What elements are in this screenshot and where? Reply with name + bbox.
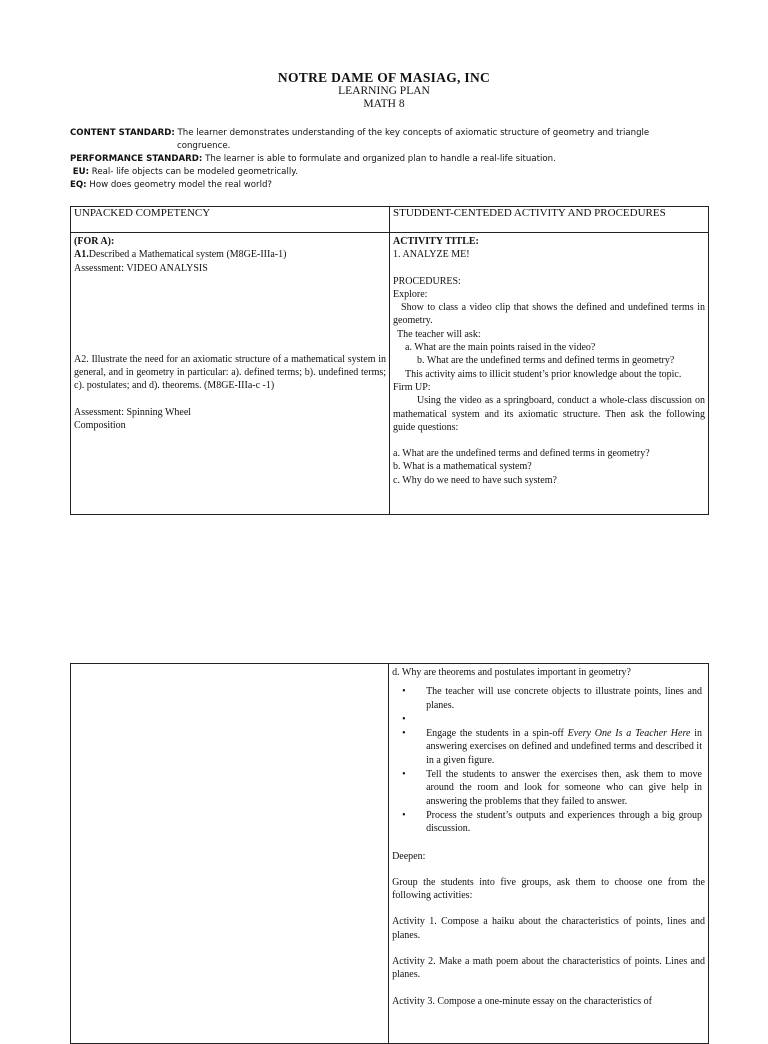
bullet-icon: • xyxy=(402,809,406,821)
performance-standard-label: PERFORMANCE STANDARD: xyxy=(70,154,203,164)
question-a: a. What are the main points raised in the video? xyxy=(405,342,596,354)
a2-assessment: Assessment: Spinning Wheel xyxy=(74,406,192,418)
activity-cell-continued xyxy=(389,664,709,1044)
eq-label: EQ: xyxy=(70,180,87,190)
bullet-icon: • xyxy=(402,769,406,781)
table-header-row xyxy=(71,207,709,233)
performance-standard xyxy=(70,153,556,166)
a2-competency: A2. Illustrate the need for an axiomatic structure of a mathematical system in general, and in geometry in particular: a). defined terms; b). undefined terms; c). postulates; and d). theorems. (M8GE-IIIa-c -1) xyxy=(74,353,387,392)
procedures-label: PROCEDURES: xyxy=(393,275,461,287)
plan-title: LEARNING PLAN xyxy=(338,85,430,97)
content-standard-label: CONTENT STANDARD: xyxy=(70,128,175,138)
school-name: NOTRE DAME OF MASIAG, INC xyxy=(277,70,491,85)
explore-step: Show to class a video clip that shows the defined and undefined terms in geometry. xyxy=(393,302,705,327)
list-item xyxy=(402,727,705,767)
activity-title-label: ACTIVITY TITLE: xyxy=(393,236,479,247)
teacher-ask: The teacher will ask: xyxy=(397,328,481,340)
bullet-icon: • xyxy=(402,686,406,698)
for-a-label: (FOR A): xyxy=(74,236,115,247)
eu-label: EU: xyxy=(72,167,90,177)
performance-standard-text: The learner is able to formulate and organized plan to handle a real-life situation. xyxy=(205,154,556,164)
engage-italic-text: Every One Is a Teacher Here xyxy=(567,728,691,740)
eq-text: How does geometry model the real world? xyxy=(89,180,272,190)
table-row xyxy=(71,233,709,515)
table-row xyxy=(71,664,709,1044)
guide-question-b: b. What is a mathematical system? xyxy=(393,461,532,473)
activity-cell xyxy=(390,233,709,515)
eu-text: Real- life objects can be modeled geometrically. xyxy=(91,167,298,177)
guide-question-a: a. What are the undefined terms and defined terms in geometry? xyxy=(393,448,650,460)
a2-composition: Composition xyxy=(74,420,126,432)
engage-text: Engage the students in a spin-off xyxy=(426,728,568,740)
list-item: • Tell the students to answer the exercises then, ask them to move around the room and look for someone who can give help in answering the problems that they failed to answer. xyxy=(402,769,702,807)
content-standard-text: The learner demonstrates understanding of the key concepts of axiomatic structure of geometry and triangle xyxy=(177,128,650,138)
list-item: • The teacher will use concrete objects to illustrate points, lines and planes. xyxy=(402,686,702,711)
question-b: b. What are the undefined terms and defined terms in geometry? xyxy=(417,355,675,367)
a1-assessment: Assessment: VIDEO ANALYSIS xyxy=(74,262,208,274)
activity-option-1: Activity 1. Compose a haiku about the characteristics of points, lines and planes. xyxy=(392,916,705,941)
a1-competency xyxy=(74,248,386,261)
competency-cell xyxy=(71,233,390,515)
subject-title: MATH 8 xyxy=(363,98,405,110)
question-d: d. Why are theorems and postulates important in geometry? xyxy=(392,667,631,678)
a1-text: Described a Mathematical system (M8GE-IIIa-1) xyxy=(88,249,287,261)
engage-text-end: in answering exercises on defined and undefined terms and described it in a given figure. xyxy=(426,728,702,766)
bullet-icon: • xyxy=(402,713,406,725)
activity-name: 1. ANALYZE ME! xyxy=(393,249,470,261)
a1-label: A1. xyxy=(74,249,89,261)
guide-question-c: c. Why do we need to have such system? xyxy=(393,474,557,486)
competency-cell-empty xyxy=(71,664,389,1044)
content-standard xyxy=(70,127,710,153)
col-header-activity: STUDDENT-CENTEDED ACTIVITY AND PROCEDURES xyxy=(390,207,709,233)
firm-up-label: Firm UP: xyxy=(393,381,431,393)
bullet-icon: • xyxy=(402,728,406,740)
col-header-competency: UNPACKED COMPETENCY xyxy=(71,207,390,233)
firm-up-text: Using the video as a springboard, conduct a whole-class discussion on mathematical system and its axiomatic structure. Then ask the following guide questions: xyxy=(393,395,705,433)
essential-question xyxy=(70,179,272,192)
activity-option-3: Activity 3. Compose a one-minute essay on the characteristics of xyxy=(392,995,653,1007)
list-item: • Process the student’s outputs and experiences through a big group discussion. xyxy=(402,809,702,835)
deepen-label: Deepen: xyxy=(392,850,426,862)
competency-table xyxy=(70,206,709,515)
procedure-bullet-list xyxy=(392,685,705,835)
explore-label: Explore: xyxy=(393,288,428,300)
list-item xyxy=(402,713,705,726)
activity-table-continued xyxy=(70,663,709,1044)
content-standard-text-cont: congruence. xyxy=(177,141,231,151)
enduring-understanding xyxy=(70,166,298,179)
activity-option-2: Activity 2. Make a math poem about the characteristics of points. Lines and planes. xyxy=(392,956,705,981)
activity-aim: This activity aims to illicit student’s prior knowledge about the topic. xyxy=(405,368,682,380)
group-instructions: Group the students into five groups, ask them to choose one from the following activities: xyxy=(392,876,705,902)
